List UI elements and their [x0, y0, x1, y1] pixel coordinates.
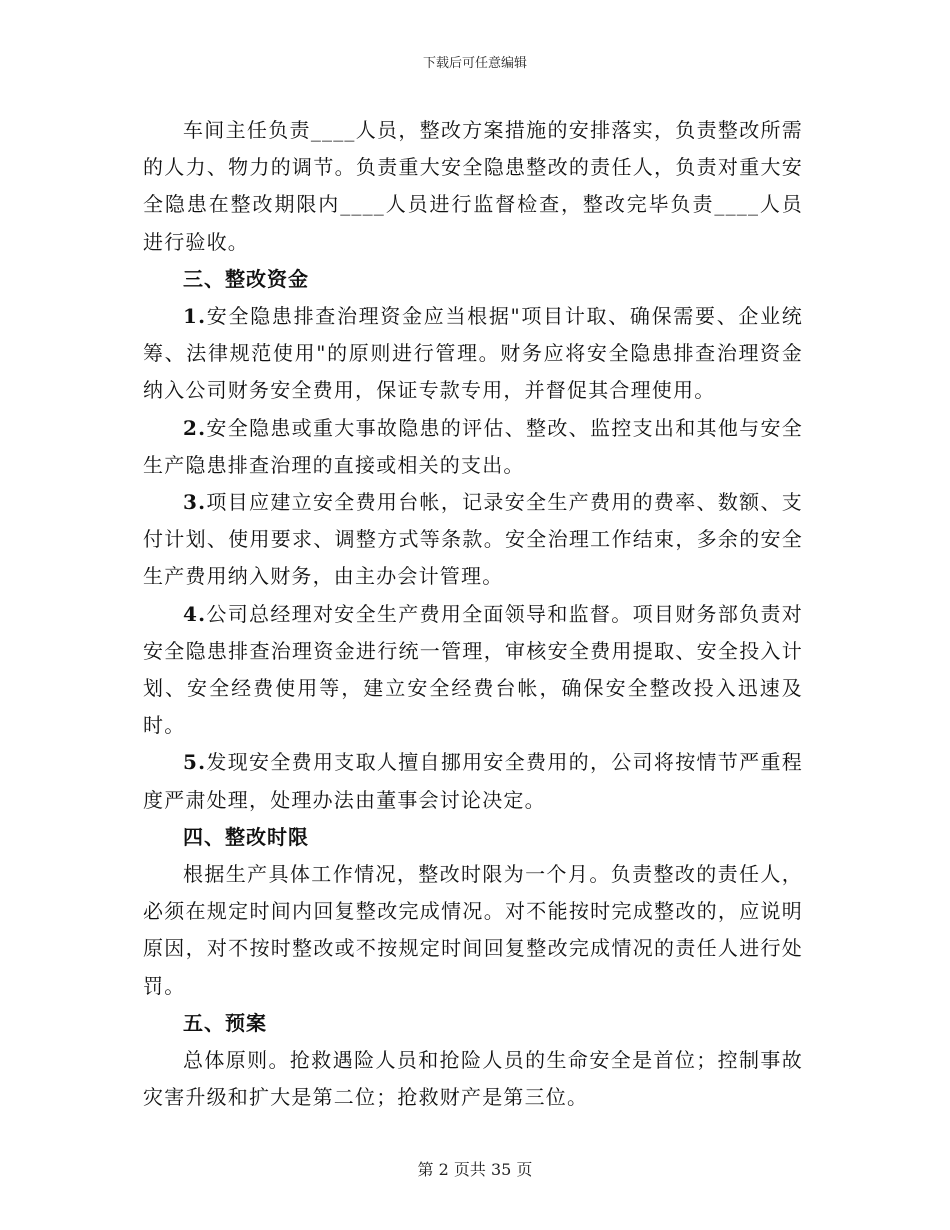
item-number: 2.: [183, 415, 207, 440]
page-footer: 第 2 页共 35 页: [417, 1160, 533, 1179]
intro-paragraph: 车间主任负责____人员，整改方案措施的安排落实，负责整改所需的人力、物力的调节。负责重大安全隐患整改的责任人，负责对重大安全隐患在整改期限内____人员进行监督检查，整改完毕负责____人员进行验收。: [143, 118, 803, 254]
item-text: 安全隐患或重大事故隐患的评估、整改、监控支出和其他与安全生产隐患排查治理的直接或相关的支出。: [143, 415, 803, 477]
item-text: 安全隐患排查治理资金应当根据"项目计取、确保需要、企业统筹、法律规范使用"的原则进行管理。财务应将安全隐患排查治理资金纳入公司财务安全费用，保证专款专用，并督促其合理使用。: [143, 304, 803, 403]
list-item: [143, 484, 803, 596]
document-body: [143, 112, 803, 1116]
item-text: 项目应建立安全费用台帐，记录安全生产费用的费率、数额、支付计划、使用要求、调整方式等条款。安全治理工作结束，多余的安全生产费用纳入财务，由主办会计管理。: [143, 490, 803, 589]
item-number: 4.: [183, 601, 207, 626]
list-item: [143, 410, 803, 484]
section-heading-funds: 三、整改资金: [183, 266, 309, 291]
section-heading-deadline: 四、整改时限: [183, 824, 309, 849]
deadline-paragraph: 根据生产具体工作情况，整改时限为一个月。负责整改的责任人，必须在规定时间内回复整改完成情况。对不能按时完成整改的，应说明原因，对不按时整改或不按规定时间回复整改完成情况的责任人进行处罚。: [143, 862, 803, 998]
list-item: [143, 744, 803, 818]
section-heading-plan: 五、预案: [183, 1010, 267, 1035]
item-text: 发现安全费用支取人擅自挪用安全费用的，公司将按情节严重程度严肃处理，处理办法由董事会讨论决定。: [143, 750, 803, 812]
page-header: 下载后可任意编辑: [422, 56, 527, 71]
item-text: 公司总经理对安全生产费用全面领导和监督。项目财务部负责对安全隐患排查治理资金进行统一管理，审核安全费用提取、安全投入计划、安全经费使用等，建立安全经费台帐，确保安全整改投入迅速及时。: [143, 601, 803, 738]
list-item: [143, 596, 803, 745]
item-number: 3.: [183, 490, 207, 515]
item-number: 5.: [183, 750, 207, 775]
list-item: [143, 298, 803, 410]
item-number: 1.: [183, 304, 207, 329]
plan-paragraph: 总体原则。抢救遇险人员和抢险人员的生命安全是首位；控制事故灾害升级和扩大是第二位；抢救财产是第三位。: [143, 1048, 803, 1110]
